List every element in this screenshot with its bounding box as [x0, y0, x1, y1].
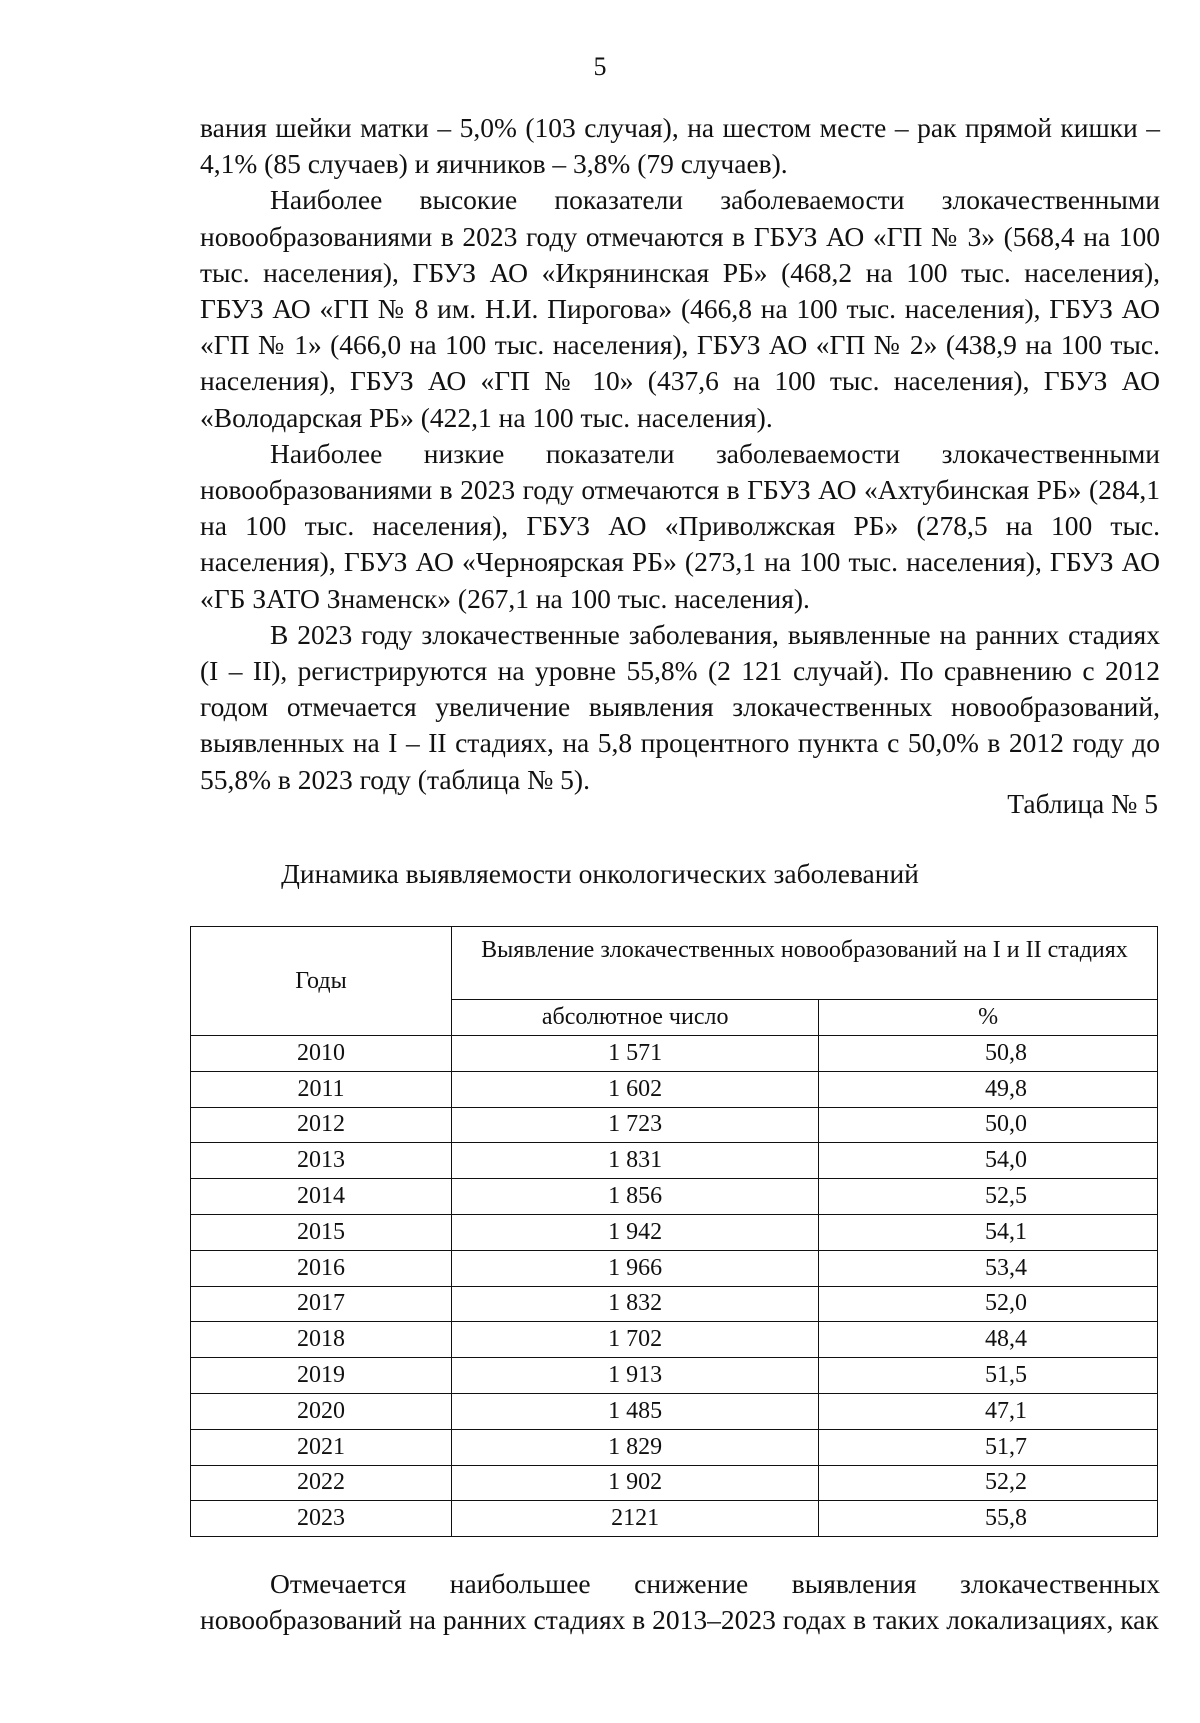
- paragraph-early-detection: В 2023 году злокачественные заболевания, выявленные на ранних стадиях (I – II), регистрируются на уровне 55,8% (2 121 случай). По сравнению с 2012 годом отмечается увеличение выявления злокачественных новообразований, выявленных на I – II стадиях, на 5,8 процентного пункта с 50,0% в 2012 году до 55,8% в 2023 году (таблица № 5).: [200, 618, 1160, 795]
- cell-year: 2012: [191, 1107, 452, 1143]
- detection-table: [190, 926, 1158, 1537]
- cell-absolute: 1 829: [452, 1429, 819, 1465]
- cell-percent: 50,0: [819, 1107, 1158, 1143]
- cell-absolute: 1 485: [452, 1393, 819, 1429]
- cell-absolute: 1 966: [452, 1250, 819, 1286]
- cell-year: 2010: [191, 1036, 452, 1072]
- table-row: [191, 1358, 1158, 1394]
- cell-year: 2017: [191, 1286, 452, 1322]
- table-row: [191, 1250, 1158, 1286]
- table-row: [191, 1179, 1158, 1215]
- table-row: [191, 1107, 1158, 1143]
- cell-absolute: 1 942: [452, 1214, 819, 1250]
- cell-absolute: 1 702: [452, 1322, 819, 1358]
- cell-percent: 49,8: [819, 1071, 1158, 1107]
- table-row: [191, 1501, 1158, 1537]
- cell-year: 2014: [191, 1179, 452, 1215]
- table-caption: Таблица № 5: [1007, 788, 1158, 819]
- paragraph-continued: вания шейки матки – 5,0% (103 случая), на шестом месте – рак прямой кишки – 4,1% (85 случаев) и яичников – 3,8% (79 случаев).: [200, 112, 1160, 180]
- cell-percent: 51,5: [819, 1358, 1158, 1394]
- cell-year: 2021: [191, 1429, 452, 1465]
- cell-absolute: 1 723: [452, 1107, 819, 1143]
- cell-percent: 50,8: [819, 1036, 1158, 1072]
- table-row: [191, 1465, 1158, 1501]
- cell-year: 2011: [191, 1071, 452, 1107]
- cell-percent: 52,2: [819, 1465, 1158, 1501]
- cell-year: 2022: [191, 1465, 452, 1501]
- cell-percent: 52,5: [819, 1179, 1158, 1215]
- cell-year: 2018: [191, 1322, 452, 1358]
- table-title: Динамика выявляемости онкологических заболеваний: [281, 858, 919, 889]
- cell-absolute: 1 902: [452, 1465, 819, 1501]
- body-text: [200, 110, 1160, 798]
- cell-year: 2023: [191, 1501, 452, 1537]
- table-row: [191, 1071, 1158, 1107]
- header-absolute: абсолютное число: [452, 1000, 819, 1036]
- cell-percent: 51,7: [819, 1429, 1158, 1465]
- cell-year: 2015: [191, 1214, 452, 1250]
- paragraph-highest-incidence: Наиболее высокие показатели заболеваемости злокачественными новообразованиями в 2023 году отмечаются в ГБУЗ АО «ГП № 3» (568,4 на 100 тыс. населения), ГБУЗ АО «Икрянинская РБ» (468,2 на 100 тыс. населения), ГБУЗ АО «ГП № 8 им. Н.И. Пирогова» (466,8 на 100 тыс. населения), ГБУЗ АО «ГП № 1» (466,0 на 100 тыс. населения), ГБУЗ АО «ГП № 2» (438,9 на 100 тыс. населения), ГБУЗ АО «ГП № 10» (437,6 на 100 тыс. населения), ГБУЗ АО «Володарская РБ» (422,1 на 100 тыс. населения).: [200, 184, 1160, 433]
- closing-text: [200, 1566, 1160, 1638]
- paragraph-decline: Отмечается наибольшее снижение выявления злокачественных новообразований на ранних стадиях в 2013–2023 годах в таких локализациях, как: [200, 1568, 1160, 1636]
- cell-year: 2020: [191, 1393, 452, 1429]
- cell-percent: 47,1: [819, 1393, 1158, 1429]
- header-group: Выявление злокачественных новообразований на I и II стадиях: [452, 927, 1158, 1000]
- cell-absolute: 2121: [452, 1501, 819, 1537]
- cell-percent: 54,0: [819, 1143, 1158, 1179]
- cell-absolute: 1 831: [452, 1143, 819, 1179]
- cell-year: 2016: [191, 1250, 452, 1286]
- cell-absolute: 1 571: [452, 1036, 819, 1072]
- table-row: [191, 1143, 1158, 1179]
- cell-absolute: 1 832: [452, 1286, 819, 1322]
- cell-absolute: 1 602: [452, 1071, 819, 1107]
- table-row: [191, 1036, 1158, 1072]
- cell-percent: 53,4: [819, 1250, 1158, 1286]
- table-row: [191, 1286, 1158, 1322]
- cell-absolute: 1 913: [452, 1358, 819, 1394]
- cell-year: 2013: [191, 1143, 452, 1179]
- cell-percent: 52,0: [819, 1286, 1158, 1322]
- cell-percent: 54,1: [819, 1214, 1158, 1250]
- table-row: [191, 1429, 1158, 1465]
- page-number: 5: [593, 52, 607, 81]
- cell-percent: 55,8: [819, 1501, 1158, 1537]
- cell-absolute: 1 856: [452, 1179, 819, 1215]
- cell-percent: 48,4: [819, 1322, 1158, 1358]
- table-row: [191, 1214, 1158, 1250]
- table-row: [191, 1322, 1158, 1358]
- paragraph-lowest-incidence: Наиболее низкие показатели заболеваемости злокачественными новообразованиями в 2023 году отмечаются в ГБУЗ АО «Ахтубинская РБ» (284,1 на 100 тыс. населения), ГБУЗ АО «Приволжская РБ» (278,5 на 100 тыс. населения), ГБУЗ АО «Черноярская РБ» (273,1 на 100 тыс. населения), ГБУЗ АО «ГБ ЗАТО Знаменск» (267,1 на 100 тыс. населения).: [200, 437, 1160, 614]
- header-percent: %: [819, 1000, 1158, 1036]
- table-row: [191, 1393, 1158, 1429]
- cell-year: 2019: [191, 1358, 452, 1394]
- header-years: Годы: [191, 927, 452, 1036]
